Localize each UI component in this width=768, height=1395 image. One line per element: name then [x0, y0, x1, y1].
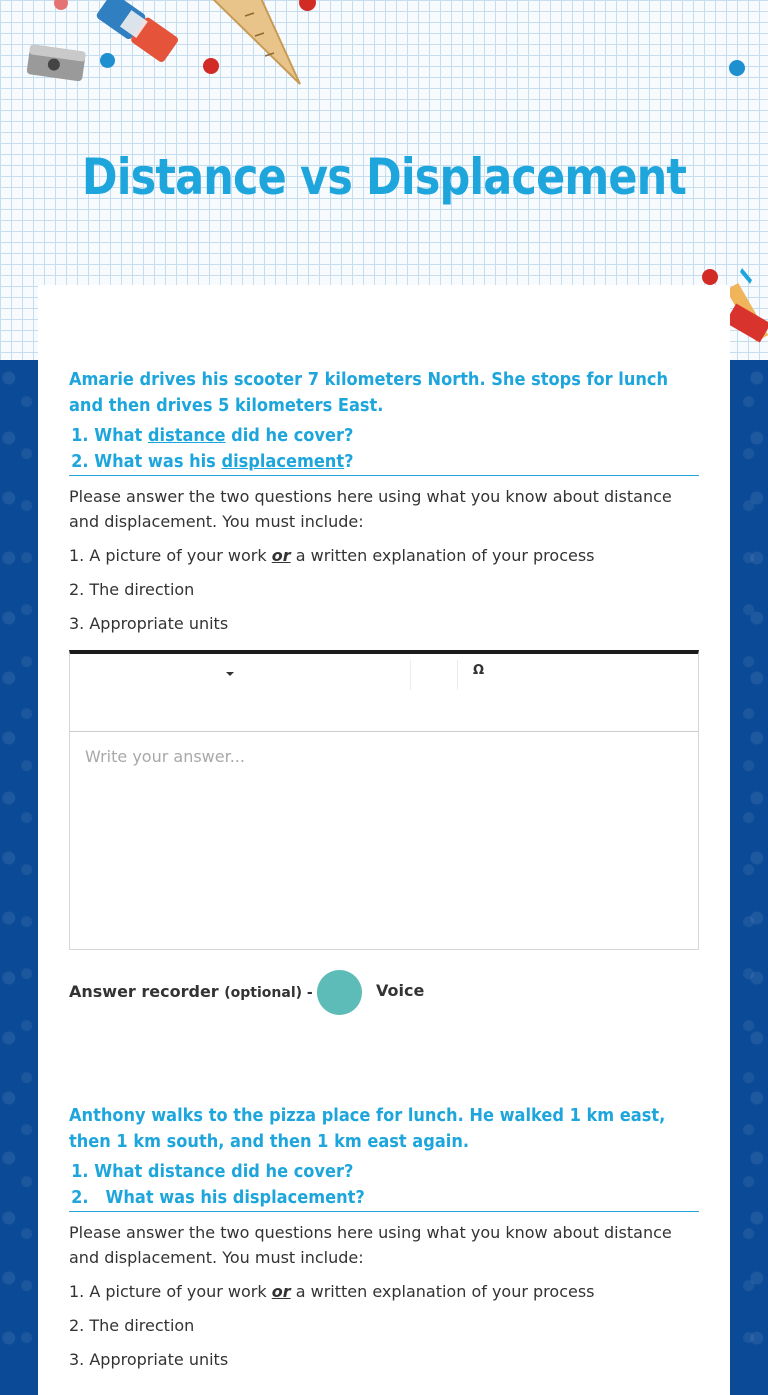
pencil-icon: [728, 262, 768, 352]
requirement-3: 3. Appropriate units: [69, 1350, 229, 1369]
recorder-optional: (optional) -: [224, 985, 313, 1001]
requirement-3: 3. Appropriate units: [69, 614, 229, 633]
req1-emph: or: [271, 546, 291, 565]
toolbar-separator: [410, 660, 411, 690]
question-1-text: Amarie drives his scooter 7 kilometers North. She stops for lunch and then drives 5 kilometers East.: [69, 369, 669, 416]
req1-emph: or: [271, 1282, 291, 1301]
question-2-text: Anthony walks to the pizza place for lunch. He walked 1 km east, then 1 km south, and then 1 km east again.: [69, 1105, 666, 1152]
question-1-divider: [69, 475, 699, 476]
question-1-prompt: [69, 367, 699, 475]
record-button[interactable]: [317, 970, 362, 1015]
decor-dot: [203, 58, 219, 74]
requirement-1: [69, 544, 699, 568]
req1-prefix: 1. A picture of your work: [69, 546, 272, 565]
q1-item2-suffix: ?: [344, 451, 354, 472]
answer-editor: [69, 650, 699, 950]
requirement-1: [69, 1280, 699, 1304]
req1-suffix: a written explanation of your process: [290, 1282, 595, 1301]
question-1-item-1: [94, 423, 699, 449]
requirement-2: 2. The direction: [69, 580, 195, 599]
editor-toolbar: [70, 654, 698, 732]
req1-suffix: a written explanation of your process: [290, 546, 595, 565]
format-dropdown-chevron-down-icon[interactable]: [226, 672, 234, 676]
question-2-item-2: 2. What was his displacement?: [94, 1185, 699, 1211]
worksheet-card: [38, 285, 730, 1395]
voice-label: Voice: [376, 981, 425, 1000]
special-character-button[interactable]: Ω: [473, 663, 485, 678]
question-2: [69, 1103, 699, 1372]
sharpener-icon: [24, 40, 90, 88]
q1-item1-prefix: What: [94, 425, 148, 446]
decor-dot: [702, 269, 718, 285]
question-2-instructions: Please answer the two questions here using what you know about distance and displacement. You must include:: [69, 1223, 672, 1267]
question-1-instructions: Please answer the two questions here using what you know about distance and displacement. You must include:: [69, 487, 672, 531]
decor-dot: [729, 60, 745, 76]
toolbar-separator: [457, 660, 458, 690]
q1-item1-suffix: did he cover?: [225, 425, 354, 446]
q1-keyword-displacement: displacement: [221, 451, 345, 472]
question-2-prompt: [69, 1103, 699, 1211]
requirement-2: 2. The direction: [69, 1316, 195, 1335]
answer-recorder-label: [69, 982, 313, 1001]
page-title: Distance vs Displacement: [81, 148, 687, 206]
q1-item2-prefix: What was his: [94, 451, 222, 472]
question-2-item-1: 1. What distance did he cover?: [94, 1159, 699, 1185]
ruler-triangle-icon: [150, 0, 306, 88]
question-1-item-2: [94, 449, 699, 475]
answer-input[interactable]: Write your answer...: [85, 747, 245, 766]
answer-recorder: [69, 970, 699, 1018]
req1-prefix: 1. A picture of your work: [69, 1282, 272, 1301]
question-1: [69, 367, 699, 1018]
q1-keyword-distance: distance: [147, 425, 226, 446]
question-2-divider: [69, 1211, 699, 1212]
recorder-label-text: Answer recorder: [69, 982, 225, 1001]
decor-dot: [100, 53, 115, 68]
